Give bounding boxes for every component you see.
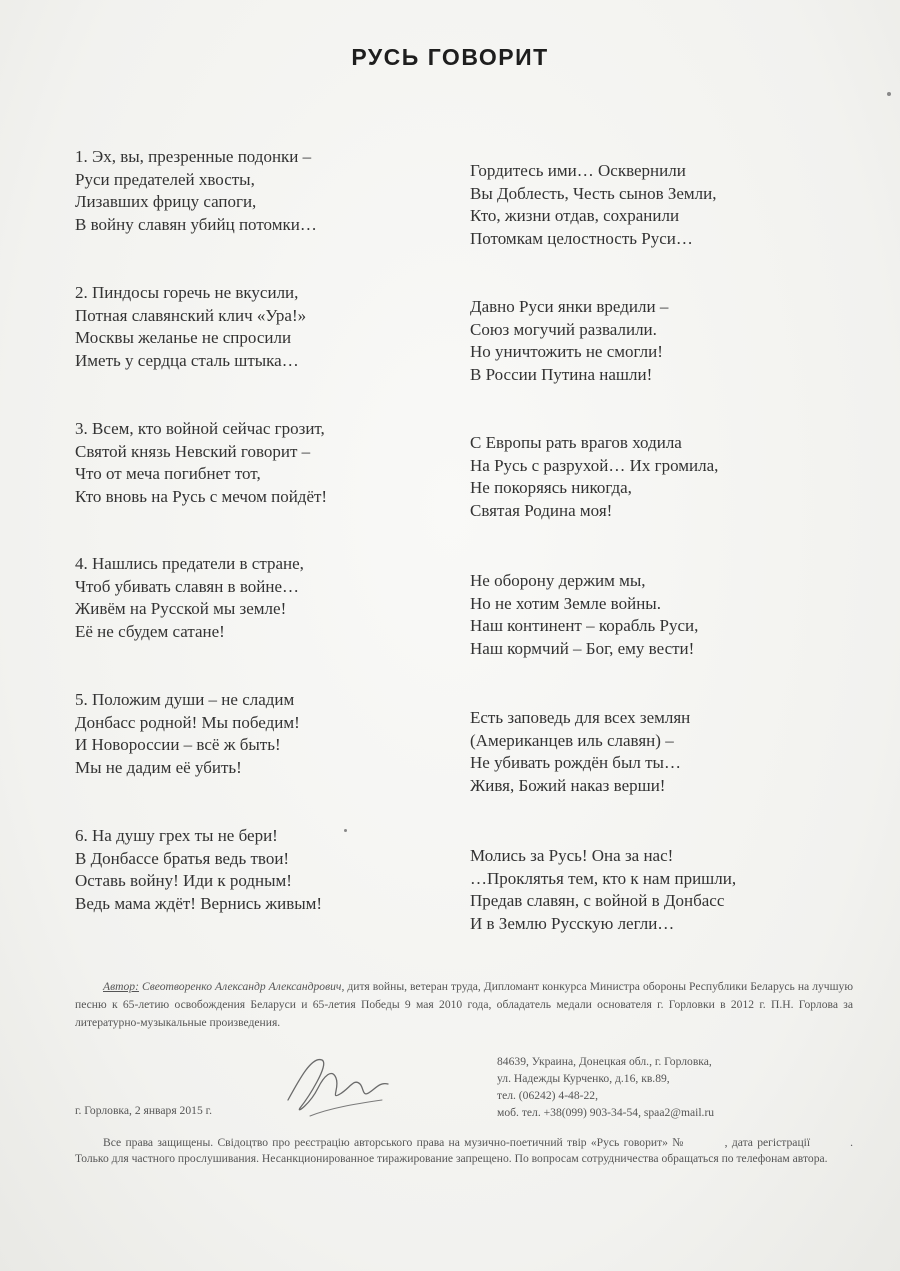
verse-line: 6. На душу грех ты не бери! [75,826,278,845]
verse-line: Кто вновь на Русь с мечом пойдёт! [75,486,328,506]
copyright-notice [75,1135,853,1167]
rights-text-3: . Только для частного прослушивания. Несанкционированное тиражирование запрещено. По вопросам сотрудничества обращаться по телефонам автора. [75,1136,853,1165]
verse-line: Наш кормчий – Бог, ему вести! [470,638,695,658]
verse-line: …Проклятья тем, кто к нам пришли, [470,868,737,888]
verse-line: Мы не дадим её убить! [75,757,242,777]
verse-line: Ведь мама ждёт! Вернись живым! [75,893,323,913]
verse-line: С Европы рать врагов ходила [470,433,682,452]
address-line: моб. тел. +38(099) 903-34-54, spaa2@mail.ru [497,1106,715,1119]
verse-line: В Донбассе братья ведь твои! [75,848,290,868]
stanza-right-4 [470,570,698,660]
verse-line: Давно Руси янки вредили – [470,297,669,316]
author-info [75,978,853,1032]
author-description: дитя войны, ветеран труда, Дипломант конкурса Министра обороны Республики Беларусь на лучшую песню к 65-летию освобождения Беларуси и 65-летия Победы 9 мая 2010 года, обладатель медали основателя г. Горловки в 2012 г. П.Н. Горлова за литературно-музыкальные произведения. [75,980,853,1029]
verse-line: Святая Родина моя! [470,500,613,520]
verse-line: Потомкам целостность Руси… [470,228,693,248]
verse-line: Не покоряясь никогда, [470,478,632,497]
verse-line: 4. Нашлись предатели в стране, [75,554,304,573]
rights-text-2: , дата регістрації [724,1136,811,1149]
address-line: ул. Надежды Курченко, д.16, кв.89, [497,1072,670,1085]
stanza-left-4 [75,553,304,643]
verse-line: Святой князь Невский говорит – [75,441,311,461]
author-address [497,1053,714,1121]
verse-line: Гордитесь ими… Осквернили [470,161,686,180]
place-and-date: г. Горловка, 2 января 2015 г. [75,1104,212,1117]
stanza-right-5 [470,707,690,797]
page-title: РУСЬ ГОВОРИТ [351,44,549,70]
verse-line: Её не сбудем сатане! [75,621,225,641]
verse-line: (Американцев иль славян) – [470,730,674,750]
verse-line: Живём на Русской мы земле! [75,599,287,618]
author-name: Свеотворенко Александр Александрович, [141,980,345,993]
stanza-left-1 [75,146,317,236]
verse-line: Наш континент – корабль Руси, [470,616,699,635]
verse-line: В войну славян убийц потомки… [75,214,317,234]
verse-line: Союз могучий развалили. [470,319,657,339]
verse-line: 5. Положим души – не сладим [75,690,295,709]
stanza-left-2 [75,282,306,372]
address-line: 84639, Украина, Донецкая обл., г. Горловка, [497,1055,712,1068]
verse-line: 2. Пиндосы горечь не вкусили, [75,283,299,302]
verse-line: Москвы желанье не спросили [75,328,292,347]
verse-line: Лизавших фрицу сапоги, [75,192,257,211]
verse-line: Потная славянский клич «Ура!» [75,305,307,325]
verse-line: На Русь с разрухой… Их громила, [470,455,719,475]
verse-line: Но не хотим Земле войны. [470,593,661,613]
verse-line: Не убивать рождён был ты… [470,753,681,772]
verse-line: И Новороссии – всё ж быть! [75,735,281,754]
verse-line: 1. Эх, вы, презренные подонки – [75,147,312,166]
stanza-left-6 [75,825,322,915]
verse-line: В России Путина нашли! [470,364,653,384]
verse-line: Не оборону держим мы, [470,571,646,590]
verse-line: Вы Доблесть, Честь сынов Земли, [470,183,717,203]
verse-line: Есть заповедь для всех землян [470,708,691,727]
stanza-right-1 [470,160,717,250]
stanza-left-5 [75,689,300,779]
scan-speck [887,92,891,96]
verse-line: Молись за Русь! Она за нас! [470,846,674,865]
verse-line: Живя, Божий наказ верши! [470,775,666,795]
verse-line: Что от меча погибнет тот, [75,464,261,483]
address-line: тел. (06242) 4-48-22, [497,1089,599,1102]
verse-line: Но уничтожить не смогли! [470,342,663,361]
signature-icon [270,1038,400,1128]
scan-speck [344,829,347,832]
stanza-right-2 [470,296,668,386]
verse-line: Руси предателей хвосты, [75,169,255,189]
verse-line: Оставь войну! Иди к родным! [75,871,292,890]
verse-line: И в Землю Русскую легли… [470,913,675,933]
stanza-right-3 [470,432,718,522]
verse-line: Кто, жизни отдав, сохранили [470,206,680,225]
verse-line: Донбасс родной! Мы победим! [75,712,300,732]
stanza-left-3 [75,418,327,508]
verse-line: 3. Всем, кто войной сейчас грозит, [75,419,325,438]
verse-line: Предав славян, с войной в Донбасс [470,891,725,910]
stanza-right-6 [470,845,736,935]
author-label: Автор: [103,980,139,993]
verse-line: Чтоб убивать славян в войне… [75,576,299,596]
rights-text-1: Все права защищены. Свідоцтво про реєстрацію авторського права на музично-поетичний твір «Русь говорит» № [103,1136,685,1149]
verse-line: Иметь у сердца сталь штыка… [75,350,299,370]
